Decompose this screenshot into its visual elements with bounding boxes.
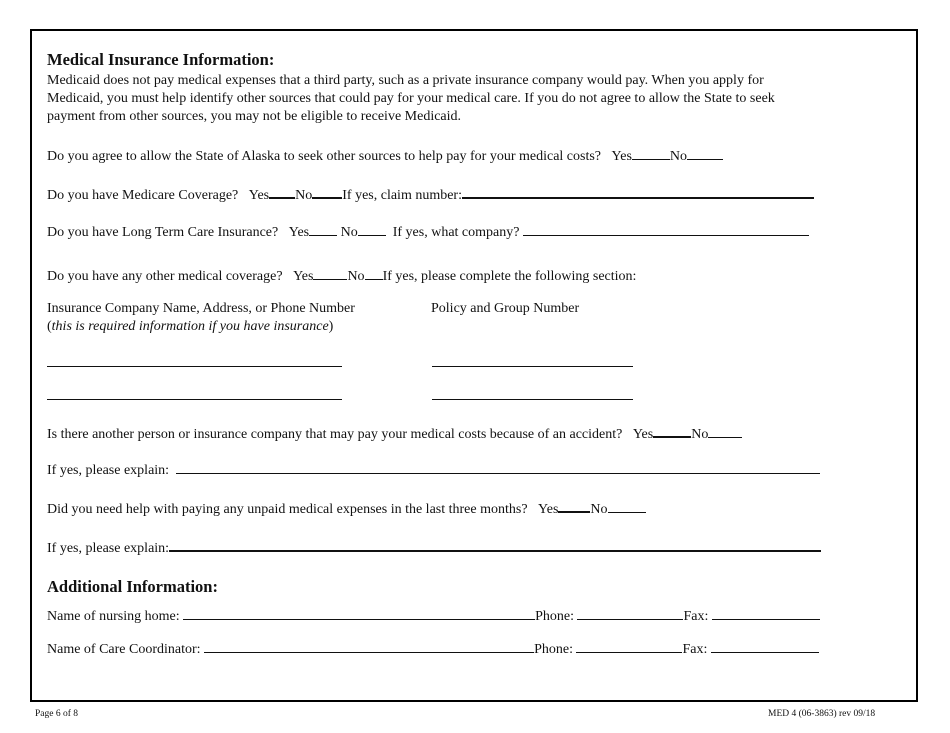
agree-yes-label: Yes — [611, 149, 632, 164]
intro-line-1: Medicaid does not pay medical expenses that a third party, such as a private insurance company would pay. When you apply for — [47, 73, 764, 88]
medicare-no-label: No — [295, 188, 313, 203]
nursing-home-phone-field[interactable] — [577, 607, 683, 620]
other-yes-label: Yes — [293, 269, 314, 284]
nursing-home-fax-field[interactable] — [712, 607, 820, 620]
ltc-question-row — [47, 223, 809, 241]
required-info-note: this is required information if you have insurance — [51, 319, 329, 334]
accident-yes-field[interactable] — [653, 424, 691, 438]
medicare-question: Do you have Medicare Coverage? — [47, 188, 239, 203]
care-coordinator-fax-label: Fax: — [682, 642, 708, 657]
ltc-yes-field[interactable] — [309, 223, 337, 236]
company-column-note: (this is required information if you have insurance) — [47, 319, 334, 334]
care-coordinator-fax-field[interactable] — [711, 640, 819, 653]
other-coverage-followup: If yes, please complete the following section: — [382, 269, 637, 284]
policy-number-field-2[interactable] — [432, 399, 633, 400]
ltc-no-label: No — [340, 225, 358, 240]
policy-column-header: Policy and Group Number — [431, 301, 580, 316]
other-coverage-row — [47, 267, 636, 285]
care-coordinator-label: Name of Care Coordinator: — [47, 642, 201, 657]
accident-question-row — [47, 424, 742, 443]
other-no-field[interactable] — [365, 267, 383, 280]
insurance-company-field-2[interactable] — [47, 399, 342, 400]
form-id: MED 4 (06-3863) rev 09/18 — [768, 709, 876, 719]
accident-explain-row — [47, 461, 820, 479]
other-no-label: No — [347, 269, 365, 284]
medicare-claim-number-field[interactable] — [462, 185, 814, 199]
medicare-yes-field[interactable] — [269, 185, 295, 199]
ltc-no-field[interactable] — [358, 223, 386, 236]
accident-no-label: No — [691, 427, 709, 442]
nursing-home-label: Name of nursing home: — [47, 609, 180, 624]
care-coordinator-phone-field[interactable] — [576, 640, 682, 653]
medicare-yes-label: Yes — [248, 188, 270, 203]
other-coverage-question: Do you have any other medical coverage? — [47, 269, 283, 284]
ltc-yes-label: Yes — [288, 225, 310, 240]
ltc-company-field[interactable] — [523, 223, 809, 236]
medical-insurance-heading: Medical Insurance Information: — [47, 50, 275, 69]
medicare-question-row — [47, 185, 814, 204]
company-column-header: Insurance Company Name, Address, or Phone Number — [47, 301, 355, 316]
agree-yes-field[interactable] — [632, 147, 670, 160]
agree-no-field[interactable] — [687, 147, 723, 160]
agree-question: Do you agree to allow the State of Alaska to seek other sources to help pay for your medical costs? — [47, 149, 602, 164]
medicare-no-field[interactable] — [312, 185, 342, 199]
care-coordinator-row — [47, 640, 819, 658]
accident-explain-label: If yes, please explain: — [47, 463, 170, 478]
accident-no-field[interactable] — [708, 425, 742, 438]
unpaid-explain-label: If yes, please explain: — [47, 541, 170, 556]
page-number: Page 6 of 8 — [35, 709, 79, 719]
other-yes-field[interactable] — [313, 267, 347, 280]
ltc-company-label: If yes, what company? — [392, 225, 520, 240]
unpaid-explain-field[interactable] — [169, 538, 821, 552]
insurance-company-field-1[interactable] — [47, 366, 342, 367]
policy-number-field-1[interactable] — [432, 366, 633, 367]
unpaid-yes-label: Yes — [538, 502, 559, 517]
care-coordinator-phone-label: Phone: — [534, 642, 573, 657]
intro-line-2: Medicaid, you must help identify other sources that could pay for your medical care. If you do not agree to allow the State to seek — [47, 91, 775, 106]
nursing-home-row — [47, 607, 820, 625]
unpaid-yes-field[interactable] — [558, 499, 590, 513]
intro-line-3: payment from other sources, you may not be eligible to receive Medicaid. — [47, 109, 462, 124]
nursing-home-fax-label: Fax: — [683, 609, 709, 624]
agree-no-label: No — [669, 149, 688, 164]
nursing-home-phone-label: Phone: — [535, 609, 574, 624]
medicaid-intro-paragraph — [47, 72, 847, 126]
care-coordinator-field[interactable] — [204, 640, 534, 653]
unpaid-question-row — [47, 499, 646, 518]
additional-information-heading: Additional Information: — [47, 577, 218, 596]
nursing-home-field[interactable] — [183, 607, 535, 620]
medicare-claim-label: If yes, claim number: — [342, 188, 462, 203]
unpaid-explain-row — [47, 538, 821, 557]
accident-explain-field[interactable] — [176, 461, 820, 474]
unpaid-no-field[interactable] — [608, 500, 646, 513]
accident-yes-label: Yes — [632, 427, 654, 442]
unpaid-no-label: No — [590, 502, 608, 517]
accident-question: Is there another person or insurance company that may pay your medical costs because of an accident? — [47, 427, 623, 442]
agree-question-row — [47, 147, 723, 165]
ltc-question: Do you have Long Term Care Insurance? — [47, 225, 279, 240]
unpaid-question: Did you need help with paying any unpaid medical expenses in the last three months? — [47, 502, 528, 517]
